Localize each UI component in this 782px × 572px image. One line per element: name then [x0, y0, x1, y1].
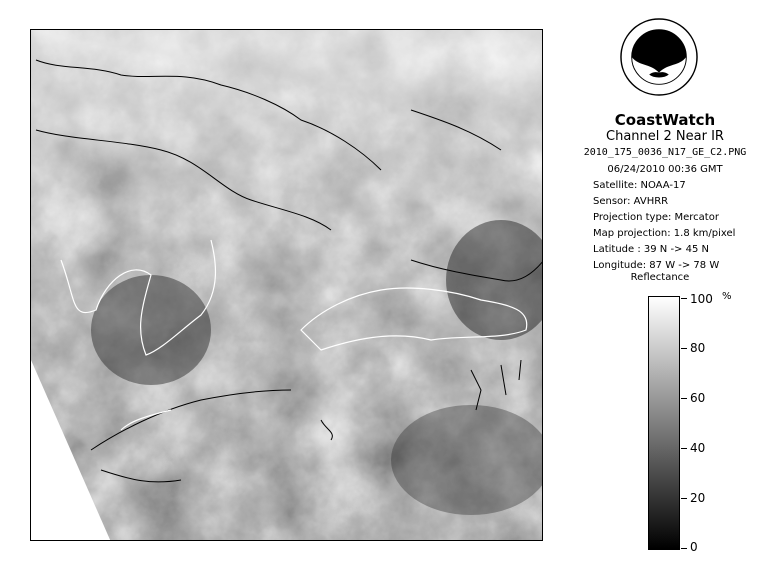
image-filename: 2010_175_0036_N17_GE_C2.PNG	[583, 147, 747, 158]
legend-title: Reflectance	[630, 272, 690, 283]
colorbar-tick	[681, 448, 687, 449]
noaa-logo	[620, 18, 698, 96]
colorbar-tick-label: 80	[690, 341, 706, 355]
colorbar-tick	[681, 548, 687, 549]
legend-unit: %	[722, 291, 732, 302]
acquisition-datetime: 06/24/2010 00:36 GMT	[607, 164, 723, 175]
colorbar-tick-label: 20	[690, 491, 706, 505]
colorbar-tick-label: 100	[690, 292, 713, 306]
colorbar-tick	[681, 298, 687, 299]
channel-label: Channel 2 Near IR	[606, 129, 724, 144]
satellite-image-svg	[31, 30, 543, 541]
product-title: CoastWatch	[614, 111, 716, 129]
latitude-label: Latitude : 39 N -> 45 N	[593, 244, 709, 255]
satellite-image-map	[30, 29, 543, 541]
sensor-label: Sensor: AVHRR	[593, 196, 669, 207]
longitude-label: Longitude: 87 W -> 78 W	[593, 260, 720, 271]
reflectance-colorbar	[648, 296, 680, 550]
colorbar-tick-label: 60	[690, 391, 706, 405]
colorbar-tick	[681, 398, 687, 399]
colorbar-tick	[681, 348, 687, 349]
colorbar-tick	[681, 498, 687, 499]
satellite-label: Satellite: NOAA-17	[593, 180, 686, 191]
colorbar-tick-label: 40	[690, 441, 706, 455]
colorbar-tick-label: 0	[690, 540, 698, 554]
map-projection-label: Map projection: 1.8 km/pixel	[593, 228, 736, 239]
projection-type-label: Projection type: Mercator	[593, 212, 719, 223]
dark-region-west	[91, 275, 211, 385]
